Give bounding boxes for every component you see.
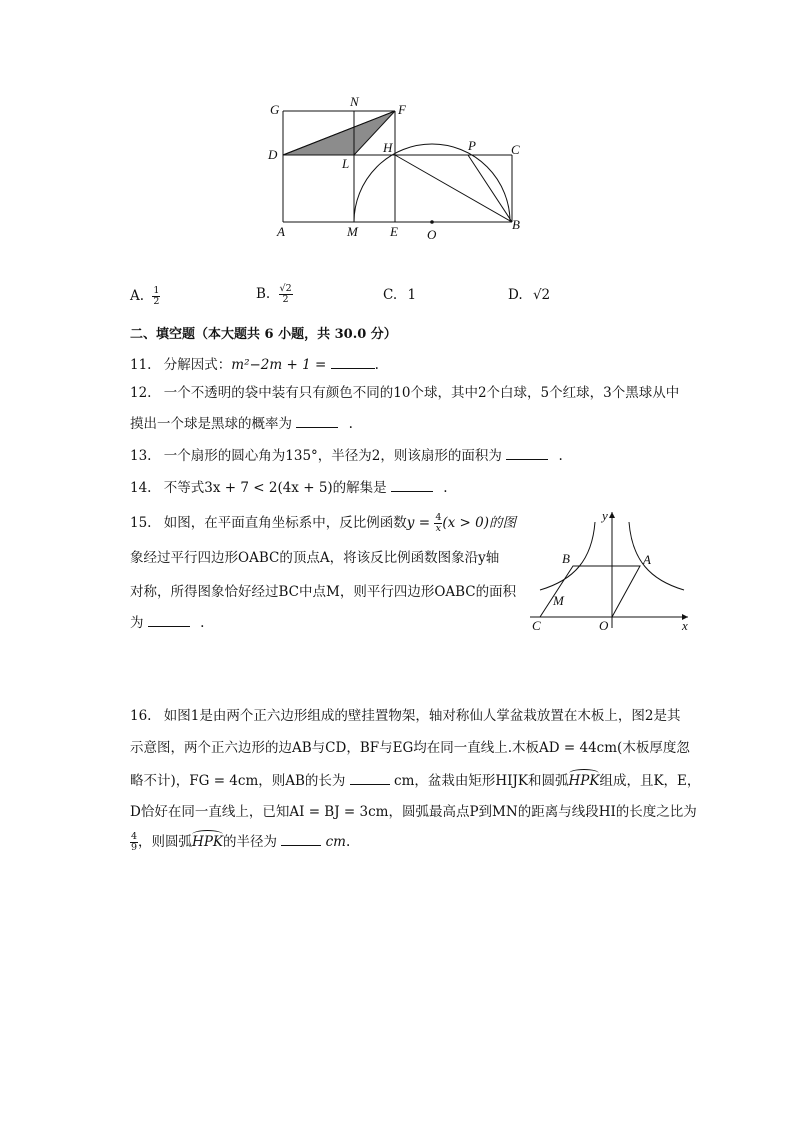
- q16-line1: 如图1是由两个正六边形组成的壁挂置物架，轴对称仙人掌盆栽放置在木板上，图2是其: [163, 708, 681, 724]
- question-12: [130, 384, 679, 402]
- q15-answer-blank[interactable]: [148, 613, 190, 627]
- choice-c-value: 1: [407, 287, 417, 303]
- label-O: O: [427, 227, 437, 242]
- q11-expr: m²−2m + 1 =: [231, 357, 327, 373]
- graph-label-x: x: [682, 618, 688, 633]
- q11-answer-blank[interactable]: [331, 355, 375, 369]
- q13-text: 一个扇形的圆心角为135°，半径为2，则该扇形的面积为: [163, 448, 502, 464]
- question-15: [130, 513, 516, 534]
- question-16-line5: [130, 832, 350, 853]
- question-11: [130, 355, 379, 374]
- label-A: A: [277, 224, 285, 239]
- q15-func-y: y =: [406, 515, 431, 531]
- geometry-figure: [260, 95, 540, 245]
- choice-d-value: √2: [532, 287, 551, 303]
- q15-graph: [525, 505, 695, 635]
- question-15-line2: 象经过平行四边形OABC的顶点A，将该反比例函数图象沿y轴: [130, 550, 500, 566]
- q16-line3a: 略不计)，FG = 4cm，则AB的长为: [130, 773, 346, 789]
- q12-answer-blank[interactable]: [296, 414, 338, 428]
- choice-a-fraction: [152, 286, 160, 307]
- label-P: P: [468, 138, 476, 153]
- q14-answer-blank[interactable]: [391, 478, 433, 492]
- label-G: G: [270, 102, 280, 117]
- graph-label-y: y: [602, 508, 608, 523]
- q12-line2: 摸出一个球是黑球的概率为: [130, 416, 292, 432]
- label-M: M: [347, 224, 358, 239]
- q15-line1: 如图，在平面直角坐标系中，反比例函数: [163, 515, 407, 531]
- q16-frac-den: 9: [131, 842, 138, 853]
- question-16: [130, 707, 680, 725]
- choice-b-letter: B.: [256, 286, 271, 302]
- label-H: H: [383, 140, 393, 155]
- q11-text: 分解因式：: [163, 357, 232, 373]
- q16-line3c: 组成，且K，E，: [599, 773, 701, 789]
- question-12-cont: [130, 414, 353, 433]
- choice-c-letter: C.: [383, 287, 398, 303]
- label-N: N: [350, 95, 359, 109]
- graph-label-O: O: [599, 618, 609, 633]
- q15-line4: 为: [130, 615, 144, 631]
- q13-number: 13.: [130, 448, 152, 464]
- label-E: E: [390, 224, 398, 239]
- q12-number: 12.: [130, 385, 152, 401]
- q15-end: .: [200, 615, 205, 631]
- question-16-line3: [130, 771, 700, 790]
- choice-c: [383, 287, 416, 303]
- q15-func-den: x: [435, 523, 442, 534]
- choice-d-letter: D.: [508, 287, 523, 303]
- q12-end: .: [348, 416, 353, 432]
- question-15-line3: 对称，所得图象恰好经过BC中点M，则平行四边形OABC的面积: [130, 584, 517, 600]
- q16-end: .: [345, 834, 351, 850]
- label-B: B: [512, 217, 520, 232]
- q16-unit: cm: [325, 834, 346, 850]
- q16-frac-num: 4: [131, 831, 138, 842]
- graph-label-C: C: [532, 618, 541, 633]
- choice-b-num: √2: [279, 283, 292, 294]
- section-heading: 二、填空题（本大题共 6 小题，共 30.0 分）: [130, 327, 397, 342]
- q16-line5b: 的半径为: [223, 834, 277, 850]
- q16-line5a: ，则圆弧: [138, 834, 193, 850]
- question-14: [130, 478, 448, 497]
- q15-func-cond: (x > 0)的图: [442, 515, 516, 531]
- q13-end: .: [558, 448, 563, 464]
- graph-label-A: A: [643, 552, 651, 567]
- question-13: [130, 446, 563, 465]
- q16-arc-label-2: HPK: [192, 834, 223, 850]
- choice-a: [130, 286, 160, 307]
- question-16-line2: 示意图，两个正六边形的边AB与CD，BF与EG均在同一直线上.木板AD = 44cm(木板厚度忽: [130, 740, 690, 756]
- parallelogram-oabc: [540, 566, 640, 617]
- q14-text: 不等式3x + 7 < 2(4x + 5)的解集是: [163, 480, 387, 496]
- hyperbola-right: [629, 522, 684, 590]
- q16-answer-blank-2[interactable]: [281, 832, 321, 846]
- q16-fraction: [130, 832, 138, 853]
- q12-line1: 一个不透明的袋中装有只有颜色不同的10个球，其中2个白球，5个红球，3个黑球从中: [163, 385, 680, 401]
- q14-end: .: [443, 480, 448, 496]
- label-F: F: [398, 102, 406, 117]
- label-L: L: [342, 156, 350, 171]
- label-D: D: [268, 147, 278, 162]
- question-15-line4: [130, 613, 204, 632]
- choice-b: [256, 284, 293, 305]
- q15-number: 15.: [130, 515, 152, 531]
- choice-a-den: 2: [153, 296, 160, 307]
- question-16-line4: D恰好在同一直线上，已知AI = BJ = 3cm，圆弧最高点P到MN的距离与线段HI的长度之比为: [130, 804, 697, 820]
- choice-a-letter: A.: [130, 288, 145, 304]
- q15-func-num: 4: [435, 512, 442, 523]
- q11-end: .: [374, 357, 379, 373]
- q13-answer-blank[interactable]: [506, 446, 548, 460]
- choice-b-fraction: [279, 284, 293, 305]
- q16-answer-blank-1[interactable]: [350, 771, 390, 785]
- choice-a-num: 1: [153, 285, 160, 296]
- graph-label-B: B: [562, 551, 570, 566]
- graph-label-M: M: [553, 593, 564, 608]
- q11-number: 11.: [130, 357, 152, 373]
- q16-arc-label-1: HPK: [568, 773, 600, 789]
- q16-number: 16.: [130, 708, 152, 724]
- choice-b-den: 2: [282, 294, 289, 305]
- choice-d: [508, 287, 550, 303]
- label-C: C: [511, 142, 520, 157]
- q16-line3b: cm，盆栽由矩形HIJK和圆弧: [394, 773, 569, 789]
- q14-number: 14.: [130, 480, 152, 496]
